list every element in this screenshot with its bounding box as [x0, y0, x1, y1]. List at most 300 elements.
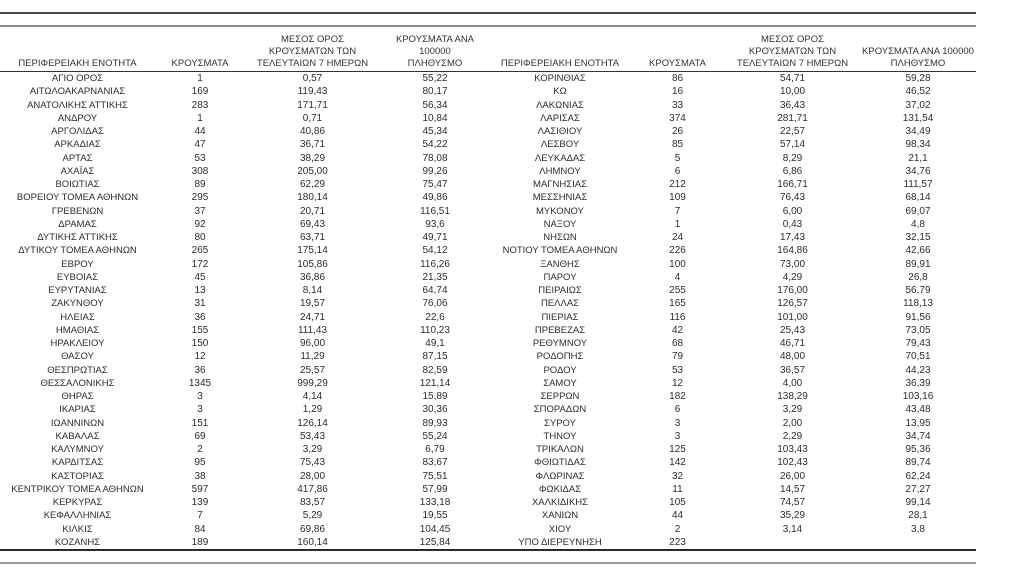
left-per100k-cell: 75,51: [422, 470, 448, 482]
left-region-cell: ΔΥΤΙΚΗΣ ΑΤΤΙΚΗΣ: [37, 232, 118, 243]
table-row: [0, 311, 976, 324]
right-per100k-cell: 103,16: [902, 391, 934, 402]
top-rule-light: [0, 25, 976, 27]
left-avg7-cell: 3,29: [302, 444, 323, 455]
table-row: [0, 403, 976, 416]
header-cases-right: ΚΡΟΥΣΜΑΤΑ: [630, 34, 725, 72]
left-per100k-cell: 99,26: [422, 165, 448, 177]
left-cases-cell: 7: [197, 510, 203, 522]
left-avg7-cell: 69,43: [299, 218, 326, 230]
header-avg-right: ΜΕΣΟΣ ΟΡΟΣ ΚΡΟΥΣΜΑΤΩΝ ΤΩΝ ΤΕΛΕΥΤΑΙΩΝ 7 ΗΜΕΡΩΝ: [725, 34, 860, 72]
left-cases-cell: 150: [191, 338, 209, 349]
right-region-cell: ΡΕΘΥΜΝΟΥ: [532, 338, 588, 349]
left-region-cell: ΚΕΝΤΡΙΚΟΥ ΤΟΜΕΑ ΑΘΗΝΩΝ: [11, 483, 144, 495]
left-per100k-cell: 110,23: [420, 324, 450, 336]
right-region-cell: ΤΡΙΚΑΛΩΝ: [536, 444, 584, 455]
table-row: [0, 496, 976, 509]
left-per100k-cell: 64,74: [422, 285, 448, 296]
left-region-cell: ΑΡΤΑΣ: [62, 152, 93, 164]
left-region-cell: ΑΡΚΑΔΙΑΣ: [54, 139, 101, 151]
right-avg7-cell: [725, 536, 860, 549]
right-per100k-cell: 21,1: [908, 152, 928, 164]
right-region-cell: ΜΑΓΝΗΣΙΑΣ: [533, 179, 587, 190]
left-region-cell: ΚΕΡΚΥΡΑΣ: [52, 497, 103, 508]
right-avg7-cell: 22,57: [779, 126, 806, 137]
left-avg7-cell: 53,43: [299, 430, 326, 442]
right-cases-cell: 212: [669, 179, 686, 190]
right-avg7-cell: 8,29: [782, 152, 803, 164]
right-cases-cell: 11: [672, 483, 683, 495]
right-avg7-cell: 138,29: [777, 391, 808, 402]
left-per100k-cell: 49,1: [425, 338, 445, 349]
left-region-cell: ΗΡΑΚΛΕΙΟΥ: [50, 338, 105, 349]
left-per100k-cell: 15,89: [422, 391, 448, 402]
right-region-cell: ΥΠΟ ΔΙΕΡΕΥΝΗΣΗ: [518, 536, 602, 548]
right-per100k-cell: 4,8: [911, 218, 925, 230]
right-region-cell: ΝΟΤΙΟΥ ΤΟΜΕΑ ΑΘΗΝΩΝ: [502, 245, 618, 257]
right-cases-cell: 86: [671, 73, 684, 84]
right-cases-cell: 223: [669, 536, 686, 548]
left-cases-cell: 308: [191, 165, 209, 177]
left-region-cell: ΘΗΡΑΣ: [61, 391, 94, 402]
right-region-cell: ΦΛΩΡΙΝΑΣ: [535, 470, 585, 482]
right-region-cell: ΞΑΝΘΗΣ: [540, 258, 580, 270]
header-cases-left: ΚΡΟΥΣΜΑΤΑ: [155, 34, 245, 72]
left-cases-cell: 3: [197, 391, 203, 402]
table-row: [0, 390, 976, 403]
right-cases-cell: 53: [671, 364, 684, 376]
right-region-cell: ΣΠΟΡΑΔΩΝ: [533, 404, 587, 416]
left-cases-cell: 53: [194, 152, 206, 164]
right-cases-cell: 3: [674, 417, 681, 429]
right-per100k-cell: 91,56: [905, 311, 931, 323]
right-cases-cell: 33: [671, 99, 684, 111]
table-row: [0, 165, 976, 178]
table-row: [0, 231, 976, 244]
right-region-cell: ΛΑΡΙΣΑΣ: [540, 112, 580, 124]
right-avg7-cell: 14,57: [779, 483, 806, 495]
left-cases-cell: 45: [194, 271, 206, 283]
left-cases-cell: 38: [194, 470, 206, 482]
left-cases-cell: 597: [191, 483, 209, 495]
right-cases-cell: 1: [674, 218, 681, 230]
left-per100k-cell: 45,34: [422, 126, 448, 137]
right-avg7-cell: 48,00: [779, 351, 806, 363]
right-avg7-cell: 126,57: [777, 298, 808, 310]
right-per100k-cell: 111,57: [903, 179, 933, 190]
right-per100k-cell: 26,8: [908, 271, 928, 283]
left-cases-cell: 172: [191, 258, 209, 270]
right-cases-cell: 109: [669, 192, 686, 204]
left-avg7-cell: 20,71: [299, 205, 326, 217]
left-avg7-cell: 69,86: [299, 523, 326, 535]
left-per100k-cell: 21,35: [422, 271, 448, 283]
right-avg7-cell: 4,29: [782, 271, 803, 283]
right-cases-cell: 85: [671, 139, 684, 151]
left-avg7-cell: 1,29: [302, 404, 323, 416]
right-region-cell: ΚΩ: [553, 86, 567, 98]
table-row: [0, 350, 976, 363]
left-per100k-cell: 49,86: [422, 192, 448, 204]
right-cases-cell: 125: [669, 444, 686, 455]
right-cases-cell: 255: [669, 285, 686, 296]
left-cases-cell: 295: [191, 192, 209, 204]
table-row: [0, 125, 976, 138]
right-per100k-cell: 89,74: [905, 457, 931, 469]
table-row: [0, 138, 976, 151]
left-region-cell: ΚΑΒΑΛΑΣ: [55, 430, 100, 442]
right-avg7-cell: 166,71: [777, 179, 808, 190]
table-row: [0, 112, 976, 125]
table-row: [0, 152, 976, 165]
left-avg7-cell: 0,57: [302, 73, 323, 84]
right-avg7-cell: 102,43: [777, 457, 808, 469]
right-avg7-cell: 103,43: [777, 444, 808, 455]
right-per100k-cell: 32,15: [905, 232, 931, 243]
right-per100k-cell: 73,05: [905, 324, 931, 336]
header-row: [0, 34, 976, 72]
left-per100k-cell: 55,24: [422, 430, 448, 442]
left-avg7-cell: 111,43: [297, 324, 328, 336]
right-per100k-cell: 89,91: [905, 258, 931, 270]
bottom-rule-dark: [0, 549, 976, 551]
left-cases-cell: 69: [194, 430, 206, 442]
right-per100k-cell: 62,24: [905, 470, 931, 482]
right-avg7-cell: 4,00: [782, 377, 803, 389]
right-cases-cell: 105: [669, 497, 686, 508]
left-cases-cell: 155: [191, 324, 209, 336]
left-cases-cell: 151: [191, 417, 209, 429]
right-region-cell: ΧΑΝΙΩΝ: [541, 510, 579, 522]
left-cases-cell: 44: [194, 126, 206, 137]
left-per100k-cell: 121,14: [419, 377, 451, 389]
right-per100k-cell: 95,36: [905, 444, 931, 455]
table-row: [0, 258, 976, 271]
left-avg7-cell: 28,00: [299, 470, 326, 482]
left-region-cell: ΚΕΦΑΛΛΗΝΙΑΣ: [43, 510, 112, 522]
header-region-right: ΠΕΡΙΦΕΡΕΙΑΚΗ ΕΝΟΤΗΤΑ: [490, 34, 630, 72]
left-avg7-cell: 999,29: [297, 377, 328, 389]
left-region-cell: ΙΩΑΝΝΙΝΩΝ: [50, 417, 105, 429]
left-per100k-cell: 54,22: [422, 139, 448, 151]
table-row: [0, 523, 976, 536]
left-per100k-cell: 83,67: [422, 457, 448, 469]
right-per100k-cell: 70,51: [905, 351, 931, 363]
left-region-cell: ΖΑΚΥΝΘΟΥ: [51, 298, 104, 310]
left-avg7-cell: 5,29: [302, 510, 323, 522]
left-cases-cell: 80: [194, 232, 206, 243]
right-region-cell: ΡΟΔΟΠΗΣ: [536, 351, 584, 363]
left-region-cell: ΒΟΙΩΤΙΑΣ: [55, 179, 100, 190]
right-cases-cell: 165: [669, 298, 686, 310]
right-region-cell: ΠΡΕΒΕΖΑΣ: [534, 324, 586, 336]
right-region-cell: ΣΑΜΟΥ: [543, 377, 577, 389]
left-cases-cell: 84: [194, 523, 206, 535]
left-region-cell: ΘΕΣΠΡΩΤΙΑΣ: [47, 364, 108, 376]
right-per100k-cell: 68,14: [905, 192, 931, 204]
left-region-cell: ΗΛΕΙΑΣ: [60, 311, 95, 323]
right-cases-cell: 4: [674, 271, 681, 283]
left-avg7-cell: 24,71: [299, 311, 326, 323]
left-cases-cell: 1: [197, 73, 203, 84]
right-region-cell: ΦΘΙΩΤΙΔΑΣ: [534, 457, 586, 469]
table-row: [0, 337, 976, 350]
right-per100k-cell: 3,8: [911, 523, 925, 535]
right-avg7-cell: 54,71: [779, 73, 806, 84]
right-per100k-cell: 43,48: [905, 404, 931, 416]
left-region-cell: ΑΡΓΟΛΙΔΑΣ: [51, 126, 104, 137]
left-avg7-cell: 40,86: [299, 126, 326, 137]
right-avg7-cell: 3,14: [782, 523, 803, 535]
left-avg7-cell: 105,86: [297, 258, 328, 270]
left-region-cell: ΑΓΙΟ ΟΡΟΣ: [51, 73, 104, 84]
right-region-cell: ΣΕΡΡΩΝ: [540, 391, 580, 402]
right-per100k-cell: 36,39: [905, 377, 931, 389]
right-region-cell: ΡΟΔΟΥ: [543, 364, 577, 376]
left-avg7-cell: 417,86: [297, 483, 328, 495]
right-cases-cell: 12: [671, 377, 684, 389]
table-body: [0, 72, 976, 550]
right-cases-cell: 16: [671, 86, 684, 98]
right-per100k-cell: 44,23: [905, 364, 931, 376]
table-row: [0, 470, 976, 483]
left-region-cell: ΚΟΖΑΝΗΣ: [54, 536, 101, 548]
right-avg7-cell: 36,57: [779, 364, 806, 376]
left-per100k-cell: 80,17: [422, 86, 448, 98]
right-per100k-cell: 34,74: [905, 430, 931, 442]
left-per100k-cell: 49,71: [422, 232, 448, 243]
table-row: [0, 430, 976, 443]
right-cases-cell: 3: [674, 430, 681, 442]
left-avg7-cell: 160,14: [297, 536, 328, 548]
left-region-cell: ΕΥΡΥΤΑΝΙΑΣ: [48, 285, 107, 296]
right-avg7-cell: 35,29: [779, 510, 806, 522]
right-region-cell: ΣΥΡΟΥ: [544, 417, 576, 429]
table-row: [0, 443, 976, 456]
left-per100k-cell: 116,51: [420, 205, 450, 217]
right-avg7-cell: 46,71: [779, 338, 806, 349]
right-avg7-cell: 57,14: [779, 139, 806, 151]
right-per100k-cell: 13,95: [905, 417, 931, 429]
right-per100k-cell: 46,52: [905, 86, 931, 98]
left-per100k-cell: 104,45: [419, 523, 451, 535]
right-region-cell: ΜΥΚΟΝΟΥ: [536, 205, 584, 217]
table-row: [0, 99, 976, 112]
right-avg7-cell: 176,00: [777, 285, 808, 296]
right-cases-cell: 2: [674, 523, 681, 535]
left-region-cell: ΑΧΑΪΑΣ: [60, 165, 95, 177]
left-per100k-cell: 75,47: [422, 179, 448, 190]
right-avg7-cell: 2,00: [782, 417, 803, 429]
left-per100k-cell: 116,26: [420, 258, 450, 270]
left-per100k-cell: 133,18: [419, 497, 451, 508]
right-cases-cell: 24: [671, 232, 684, 243]
left-cases-cell: 36: [194, 364, 206, 376]
table-row: [0, 191, 976, 204]
header-avg-left: ΜΕΣΟΣ ΟΡΟΣ ΚΡΟΥΣΜΑΤΩΝ ΤΩΝ ΤΕΛΕΥΤΑΙΩΝ 7 ΗΜΕΡΩΝ: [245, 34, 380, 72]
left-region-cell: ΚΙΛΚΙΣ: [62, 523, 93, 535]
right-per100k-cell: 59,28: [905, 73, 931, 84]
header-per100k-right: ΚΡΟΥΣΜΑΤΑ ΑΝΑ 100000 ΠΛΗΘΥΣΜΟ: [860, 34, 976, 72]
top-rule-dark: [0, 12, 976, 14]
left-avg7-cell: 0,71: [302, 112, 323, 124]
table-row: [0, 205, 976, 218]
left-avg7-cell: 126,14: [297, 417, 328, 429]
right-avg7-cell: 101,00: [777, 311, 808, 323]
left-avg7-cell: 175,14: [297, 245, 328, 257]
right-avg7-cell: 6,86: [782, 165, 803, 177]
right-avg7-cell: 17,43: [779, 232, 806, 243]
left-per100k-cell: 82,59: [422, 364, 448, 376]
right-avg7-cell: 164,86: [777, 245, 808, 257]
right-avg7-cell: 36,43: [779, 99, 806, 111]
right-cases-cell: 100: [669, 258, 686, 270]
left-per100k-cell: 93,6: [425, 218, 445, 230]
right-avg7-cell: 26,00: [779, 470, 806, 482]
left-cases-cell: 31: [194, 298, 206, 310]
right-avg7-cell: 76,43: [779, 192, 806, 204]
right-cases-cell: 142: [669, 457, 686, 469]
left-avg7-cell: 62,29: [299, 179, 326, 190]
left-cases-cell: 37: [194, 205, 206, 217]
table-row: [0, 271, 976, 284]
left-region-cell: ΗΜΑΘΙΑΣ: [55, 324, 100, 336]
left-per100k-cell: 87,15: [422, 351, 448, 363]
bottom-rule-light: [0, 562, 976, 564]
left-per100k-cell: 30,36: [422, 404, 448, 416]
right-per100k-cell: 98,34: [905, 139, 931, 151]
covid-cases-table: [0, 34, 976, 549]
left-avg7-cell: 4,14: [302, 391, 323, 402]
right-cases-cell: 6: [674, 404, 681, 416]
table-row: [0, 364, 976, 377]
left-region-cell: ΘΕΣΣΑΛΟΝΙΚΗΣ: [40, 377, 115, 389]
right-cases-cell: 6: [674, 165, 681, 177]
left-cases-cell: 1: [197, 112, 203, 124]
right-per100k-cell: [860, 536, 976, 549]
left-cases-cell: 12: [194, 351, 206, 363]
left-per100k-cell: 54,12: [422, 245, 448, 257]
right-avg7-cell: 25,43: [779, 324, 806, 336]
left-avg7-cell: 36,86: [299, 271, 326, 283]
left-cases-cell: 92: [194, 218, 206, 230]
header-region-left: ΠΕΡΙΦΕΡΕΙΑΚΗ ΕΝΟΤΗΤΑ: [0, 34, 155, 72]
right-per100k-cell: 131,54: [902, 112, 934, 124]
right-avg7-cell: 2,29: [782, 430, 803, 442]
right-per100k-cell: 37,02: [905, 99, 931, 111]
left-region-cell: ΒΟΡΕΙΟΥ ΤΟΜΕΑ ΑΘΗΝΩΝ: [16, 192, 139, 204]
table-row: [0, 244, 976, 257]
right-per100k-cell: 118,13: [903, 298, 933, 310]
right-avg7-cell: 73,00: [779, 258, 806, 270]
table-row: [0, 72, 976, 86]
right-per100k-cell: 56,79: [905, 285, 931, 296]
right-region-cell: ΛΗΜΝΟΥ: [539, 165, 581, 177]
right-region-cell: ΝΑΞΟΥ: [543, 218, 577, 230]
right-avg7-cell: 281,71: [777, 112, 808, 124]
right-cases-cell: 182: [669, 391, 686, 402]
right-region-cell: ΠΙΕΡΙΑΣ: [541, 311, 579, 323]
right-cases-cell: 42: [671, 324, 684, 336]
left-region-cell: ΚΑΛΥΜΝΟΥ: [51, 444, 104, 455]
right-per100k-cell: 27,27: [905, 483, 931, 495]
right-avg7-cell: 6,00: [782, 205, 803, 217]
left-per100k-cell: 19,55: [422, 510, 448, 522]
left-region-cell: ΕΒΡΟΥ: [61, 258, 94, 270]
right-region-cell: ΤΗΝΟΥ: [543, 430, 577, 442]
right-region-cell: ΛΑΚΩΝΙΑΣ: [536, 99, 584, 111]
left-region-cell: ΑΝΑΤΟΛΙΚΗΣ ΑΤΤΙΚΗΣ: [27, 99, 128, 111]
right-per100k-cell: 34,49: [905, 126, 931, 137]
left-region-cell: ΘΑΣΟΥ: [61, 351, 94, 363]
left-per100k-cell: 125,84: [419, 536, 451, 548]
right-cases-cell: 79: [671, 351, 684, 363]
left-cases-cell: 36: [194, 311, 206, 323]
left-avg7-cell: 96,00: [299, 338, 326, 349]
left-region-cell: ΓΡΕΒΕΝΩΝ: [51, 205, 104, 217]
table-row: [0, 284, 976, 297]
right-region-cell: ΝΗΣΩΝ: [543, 232, 577, 243]
left-region-cell: ΚΑΡΔΙΤΣΑΣ: [51, 457, 104, 469]
right-avg7-cell: 10,00: [779, 86, 806, 98]
left-cases-cell: 89: [194, 179, 206, 190]
right-region-cell: ΠΕΛΛΑΣ: [540, 298, 580, 310]
table-row: [0, 297, 976, 310]
table-row: [0, 85, 976, 98]
right-cases-cell: 374: [669, 112, 686, 124]
right-region-cell: ΛΕΣΒΟΥ: [540, 139, 580, 151]
left-avg7-cell: 119,43: [297, 86, 328, 98]
left-avg7-cell: 38,29: [299, 152, 326, 164]
table-row: [0, 536, 976, 549]
left-region-cell: ΔΥΤΙΚΟΥ ΤΟΜΕΑ ΑΘΗΝΩΝ: [18, 245, 137, 257]
right-cases-cell: 44: [671, 510, 684, 522]
left-cases-cell: 2: [197, 444, 203, 455]
right-cases-cell: 32: [671, 470, 684, 482]
left-per100k-cell: 76,06: [422, 298, 448, 310]
left-avg7-cell: 8,14: [302, 285, 323, 296]
left-per100k-cell: 10,84: [422, 112, 448, 124]
right-region-cell: ΛΕΥΚΑΔΑΣ: [534, 152, 586, 164]
right-region-cell: ΠΕΙΡΑΙΩΣ: [538, 285, 582, 296]
table-row: [0, 377, 976, 390]
table-row: [0, 417, 976, 430]
left-avg7-cell: 63,71: [299, 232, 326, 243]
left-avg7-cell: 83,57: [299, 497, 326, 508]
left-cases-cell: 265: [191, 245, 209, 257]
right-per100k-cell: 79,43: [905, 338, 931, 349]
left-region-cell: ΙΚΑΡΙΑΣ: [59, 404, 96, 416]
right-per100k-cell: 99,14: [905, 497, 931, 508]
right-region-cell: ΧΙΟΥ: [548, 523, 572, 535]
left-avg7-cell: 205,00: [297, 165, 328, 177]
right-per100k-cell: 28,1: [908, 510, 928, 522]
left-per100k-cell: 89,93: [422, 417, 448, 429]
table-row: [0, 456, 976, 469]
left-avg7-cell: 36,71: [299, 139, 326, 151]
right-cases-cell: 26: [671, 126, 684, 137]
left-cases-cell: 47: [194, 139, 206, 151]
right-region-cell: ΧΑΛΚΙΔΙΚΗΣ: [531, 497, 589, 508]
right-cases-cell: 7: [674, 205, 681, 217]
left-per100k-cell: 6,79: [425, 444, 445, 455]
table-row: [0, 483, 976, 496]
right-region-cell: ΜΕΣΣΗΝΙΑΣ: [532, 192, 588, 204]
left-cases-cell: 169: [191, 86, 209, 98]
left-cases-cell: 189: [191, 536, 209, 548]
left-region-cell: ΑΝΔΡΟΥ: [57, 112, 98, 124]
left-cases-cell: 95: [194, 457, 206, 469]
